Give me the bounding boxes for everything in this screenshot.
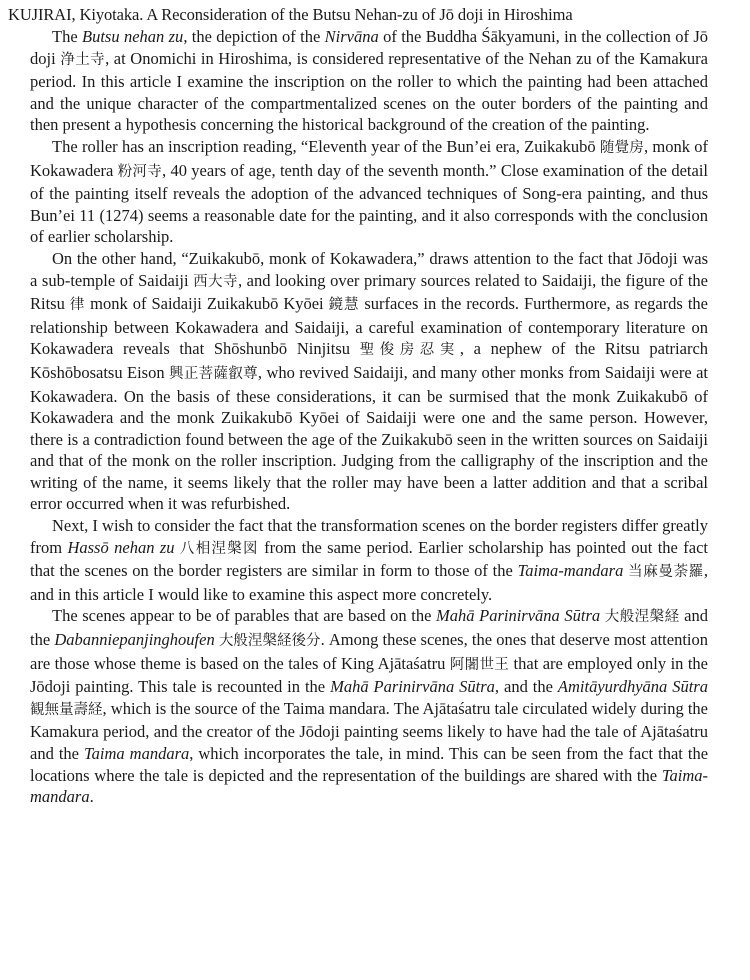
text-run: , a nephew of the Ritsu patriarch Kōshōbosatsu Eison: [30, 339, 709, 382]
kanji-term: 随覺房: [599, 139, 644, 156]
kanji-term: 興正菩薩叡尊: [169, 365, 258, 382]
text-run: that are employed only in the Jōdoji painting. This tale is recounted in the: [30, 653, 709, 697]
paragraph: [30, 26, 708, 136]
kanji-term: 八相涅槃図: [179, 540, 259, 557]
text-run: , who revived Saidaiji, and many other monks from Saidaiji were at Kokawadera. On the basis of these considerations, it can be surmised that the monk Zuikakubō of Kokawadera and the monk Zuikakubō Kyōei of Saidaiji were one and the same person. However, there is a contradiction found between the age of the Zuikakubō seen in the written sources on Saidaiji and that of the monk on the roller inscription. Judging from the calligraphy of the inscription and the writing of the name, it seems likely that the roller may have been a latter addition and that a scribal error occurred when it was refurbished.: [30, 362, 709, 514]
text-run: . Among these scenes, the ones that deserve most attention are those whose theme is based on the tales of King Ajātaśatru: [30, 630, 708, 673]
text-run: The roller has an inscription reading, “Eleventh year of the Bun’ei era, Zuikakubō: [52, 136, 600, 156]
text-run: , which is the source of the Taima mandara. The Ajātaśatru tale circulated widely during the Kamakura period, and the creator of the Jōdoji painting seems likely to have had the tale of Ajātaśatru and the: [30, 698, 708, 763]
text-run: , which incorporates the tale, in mind. This can be seen from the fact that the locations where the tale is depicted and the representation of the buildings are shared with the: [30, 744, 709, 785]
paragraph: [30, 605, 708, 807]
text-run: The scenes appear to be of parables that are based on the: [52, 606, 437, 626]
kanji-term: 観無量壽経: [30, 701, 103, 718]
text-run: On the other hand, “Zuikakubō, monk of Kokawadera,” draws attention to the fact that Jōdoji was a sub-temple of Saidaiji: [30, 248, 708, 290]
text-run: from the same period. Earlier scholarship has pointed out the fact that the scenes on the border registers are similar in form to those of the: [30, 537, 708, 581]
italic-term: Mahā Parinirvāna Sūtra: [330, 677, 495, 697]
kanji-term: 西大寺: [193, 273, 238, 290]
italic-term: Nirvāna: [324, 27, 379, 46]
text-run: , the depiction of the: [183, 27, 325, 46]
paragraph: [30, 136, 708, 248]
kanji-term: 律: [69, 297, 86, 314]
paragraph: [30, 248, 708, 515]
article-body: [30, 26, 708, 808]
italic-term: Taima-mandara: [30, 765, 708, 807]
kanji-term: 大般涅槃経後分: [218, 633, 321, 650]
italic-term: Dabanniepanjinghoufen: [54, 630, 215, 650]
italic-term: Amitāyurdhyāna Sūtra: [557, 677, 708, 697]
text-run: , 40 years of age, tenth day of the seventh month.” Close examination of the detail of the painting itself reveals the adoption of the advanced techniques of Song-era painting, and thus Bun’ei 11 (1274) seems a reasonable date for the painting, and it also corresponds with the conclusion of earlier scholarship.: [30, 160, 709, 247]
text-run: , and in this article I would like to examine this aspect more concretely.: [30, 561, 709, 604]
kanji-term: 浄土寺: [60, 51, 106, 68]
text-run: The: [52, 27, 83, 46]
italic-term: Taima-mandara: [517, 561, 624, 581]
italic-term: Hassō nehan zu: [67, 537, 175, 557]
page-title: KUJIRAI, Kiyotaka. A Reconsideration of the Butsu Nehan-zu of Jō doji in Hiroshima: [8, 5, 573, 24]
text-run: and the: [30, 606, 708, 650]
text-run: , and looking over primary sources related to Saidaiji, the figure of the Ritsu: [30, 270, 708, 314]
italic-term: Butsu nehan zu: [82, 27, 184, 46]
italic-term: Taima mandara: [84, 744, 190, 763]
kanji-term: 当麻曼荼羅: [628, 564, 704, 581]
italic-term: Mahā Parinirvāna Sūtra: [436, 606, 601, 626]
text-run: of the Buddha Śākyamuni, in the collection of Jō doji: [30, 27, 708, 68]
kanji-term: 粉河寺: [117, 163, 162, 180]
kanji-term: 鏡慧: [328, 297, 360, 314]
text-run: , at Onomichi in Hiroshima, is considered representative of the Nehan zu of the Kamakura period. In this article I examine the inscription on the roller to which the painting had been attached and the unique character of the compartmentalized scenes on the outer borders of the painting and then present a hypothesis concerning the historical background of the creation of the painting.: [30, 48, 708, 135]
text-run: , and the: [494, 677, 558, 697]
text-run: .: [89, 787, 94, 807]
text-run: surfaces in the records. Furthermore, as regards the relationship between Kokawadera and Saidaiji, a careful examination of contemporary literature on Kokawadera reveals that Shōshunbō Ninjitsu: [30, 294, 708, 359]
kanji-term: 聖俊房忍実: [359, 342, 460, 359]
kanji-term: 阿闍世王: [449, 656, 510, 673]
paragraph: [30, 515, 708, 605]
kanji-term: 大般涅槃経: [604, 609, 680, 626]
text-run: monk of Saidaiji Zuikakubō Kyōei: [85, 294, 329, 314]
text-run: , monk of Kokawadera: [30, 136, 708, 180]
text-run: Next, I wish to consider the fact that the transformation scenes on the border registers differ greatly from: [30, 516, 708, 557]
